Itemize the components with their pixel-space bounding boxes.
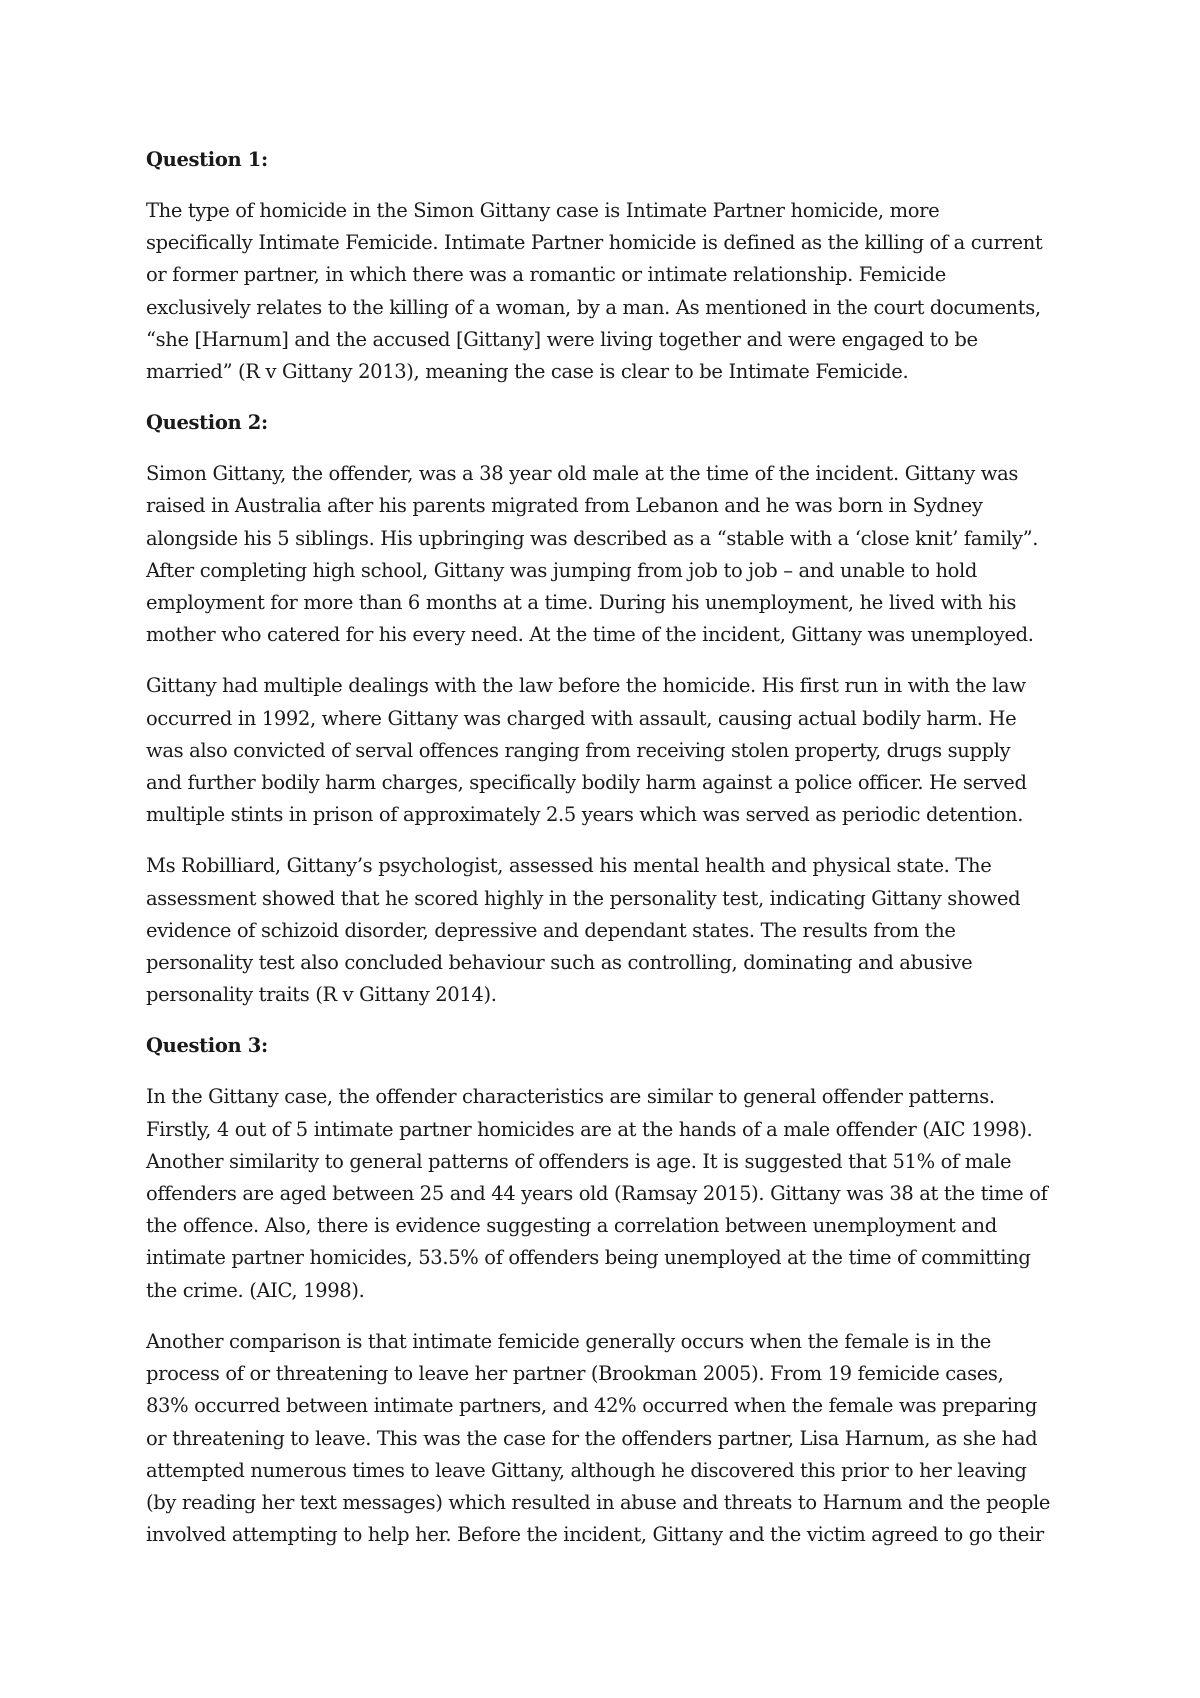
text-line: specifically Intimate Femicide. Intimate Partner homicide is defined as the killing of a current <box>146 231 1043 255</box>
paragraph <box>146 195 1068 388</box>
text-line: mother who catered for his every need. At the time of the incident, Gittany was unemployed. <box>146 623 1034 647</box>
text-line: personality test also concluded behaviour such as controlling, dominating and abusive <box>146 951 973 975</box>
text-line: or threatening to leave. This was the case for the offenders partner, Lisa Harnum, as she had <box>146 1426 1038 1450</box>
text-line: or former partner, in which there was a romantic or intimate relationship. Femicide <box>146 263 946 287</box>
text-line: Simon Gittany, the offender, was a 38 year old male at the time of the incident. Gittany was <box>146 462 1019 486</box>
text-line: Firstly, 4 out of 5 intimate partner homicides are at the hands of a male offender (AIC 1998). <box>146 1117 1033 1141</box>
document-body <box>146 144 1068 1570</box>
section-question-1 <box>146 144 1068 388</box>
text-line: involved attempting to help her. Before the incident, Gittany and the victim agreed to go their <box>146 1523 1044 1547</box>
text-line: In the Gittany case, the offender characteristics are similar to general offender patterns. <box>146 1085 995 1109</box>
text-line: was also convicted of serval offences ranging from receiving stolen property, drugs supply <box>146 738 1011 762</box>
text-line: intimate partner homicides, 53.5% of offenders being unemployed at the time of committing <box>146 1246 1031 1270</box>
text-line: Another comparison is that intimate femicide generally occurs when the female is in the <box>146 1329 991 1353</box>
text-line: raised in Australia after his parents migrated from Lebanon and he was born in Sydney <box>146 494 983 518</box>
section-question-3 <box>146 1030 1068 1551</box>
section-heading: Question 1: <box>146 148 268 171</box>
text-line: offenders are aged between 25 and 44 years old (Ramsay 2015). Gittany was 38 at the time of <box>146 1182 1048 1206</box>
text-line: married” (R v Gittany 2013), meaning the case is clear to be Intimate Femicide. <box>146 360 909 384</box>
text-line: (by reading her text messages) which resulted in abuse and threats to Harnum and the people <box>146 1490 1051 1514</box>
text-line: employment for more than 6 months at a time. During his unemployment, he lived with his <box>146 591 1016 615</box>
text-line: exclusively relates to the killing of a woman, by a man. As mentioned in the court documents, <box>146 295 1041 319</box>
text-line: occurred in 1992, where Gittany was charged with assault, causing actual bodily harm. He <box>146 706 1017 730</box>
text-line: The type of homicide in the Simon Gittany case is Intimate Partner homicide, more <box>146 199 940 222</box>
section-heading: Question 2: <box>146 411 268 435</box>
text-line: the offence. Also, there is evidence suggesting a correlation between unemployment and <box>146 1214 997 1238</box>
text-line: the crime. (AIC, 1998). <box>146 1278 365 1302</box>
text-line: personality traits (R v Gittany 2014). <box>146 983 497 1007</box>
text-line: Gittany had multiple dealings with the law before the homicide. His first run in with the law <box>146 674 1026 698</box>
text-line: multiple stints in prison of approximately 2.5 years which was served as periodic detention. <box>146 803 1024 827</box>
paragraph <box>146 458 1068 651</box>
text-line: Another similarity to general patterns of offenders is age. It is suggested that 51% of male <box>146 1149 1012 1173</box>
text-line: alongside his 5 siblings. His upbringing was described as a “stable with a ‘close knit’ family”. <box>146 526 1039 550</box>
section-question-2 <box>146 407 1068 1011</box>
section-heading: Question 3: <box>146 1034 268 1058</box>
paragraph <box>146 850 1068 1011</box>
text-line: attempted numerous times to leave Gittany, although he discovered this prior to her leaving <box>146 1458 1027 1482</box>
text-line: assessment showed that he scored highly in the personality test, indicating Gittany showed <box>146 886 1021 910</box>
text-line: “she [Harnum] and the accused [Gittany] were living together and were engaged to be <box>146 327 978 351</box>
paragraph <box>146 1081 1068 1306</box>
text-line: and further bodily harm charges, specifically bodily harm against a police officer. He served <box>146 771 1027 795</box>
text-line: After completing high school, Gittany was jumping from job to job – and unable to hold <box>146 558 978 582</box>
text-line: process of or threatening to leave her partner (Brookman 2005). From 19 femicide cases, <box>146 1362 1004 1386</box>
paragraph <box>146 1326 1068 1551</box>
text-line: 83% occurred between intimate partners, and 42% occurred when the female was preparing <box>146 1394 1037 1418</box>
paragraph <box>146 670 1068 831</box>
text-line: evidence of schizoid disorder, depressive and dependant states. The results from the <box>146 918 956 942</box>
text-line: Ms Robilliard, Gittany’s psychologist, assessed his mental health and physical state. The <box>146 854 992 878</box>
